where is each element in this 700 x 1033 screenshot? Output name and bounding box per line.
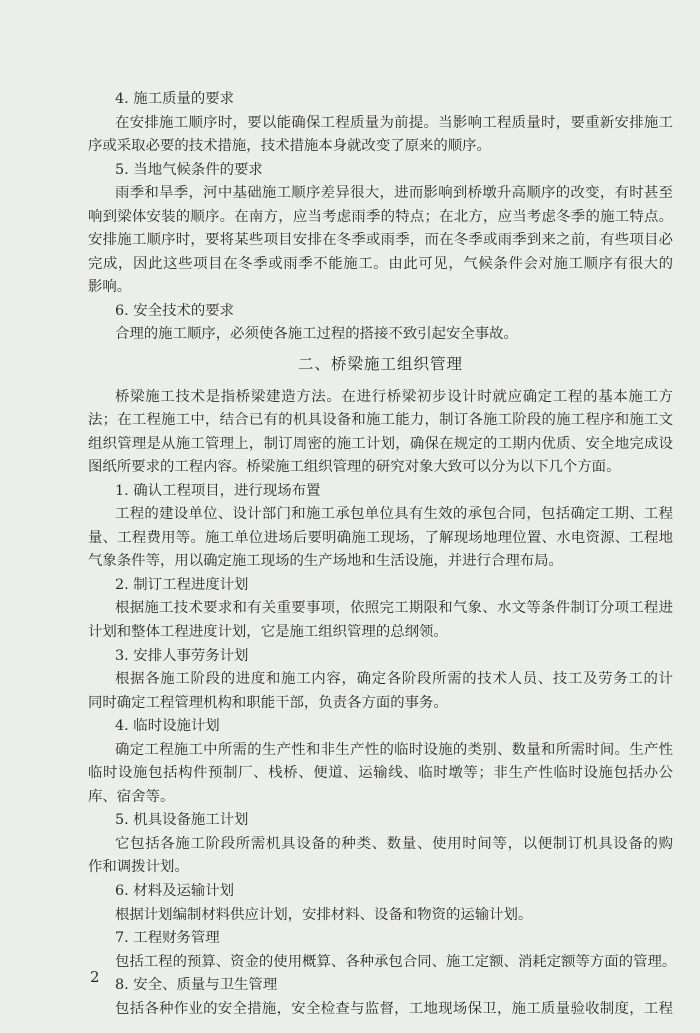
text-line: 根据计划编制材料供应计划，安排材料、设备和物资的运输计划。 [115, 906, 533, 923]
text-line: 法；在工程施工中，结合已有的机具设备和施工能力，制订各施工阶段的施工程序和施工文 [88, 412, 673, 429]
text-line: 6. 安全技术的要求 [115, 302, 235, 319]
text-line: 它包括各施工阶段所需机具设备的种类、数量、使用时间等，以便制订机具设备的购 [115, 835, 673, 852]
text-line: 计划和整体工程进度计划，它是施工组织管理的总纲领。 [88, 623, 448, 640]
text-line: 组织管理是从施工管理上，制订周密的施工计划，确保在规定的工期内优质、安全地完成设 [88, 435, 673, 452]
subheading [88, 88, 673, 112]
paragraph [88, 739, 673, 810]
paragraph [88, 597, 673, 644]
text-line: 工程的建设单位、设计部门和施工承包单位具有生效的承包合同，包括确定工期、工程 [115, 506, 673, 523]
text-line: 在安排施工顺序时，要以能确保工程质量为前提。当影响工程质量时，要重新安排施工 [115, 114, 673, 131]
paragraph [88, 998, 673, 1022]
subheading [88, 974, 673, 998]
subheading [88, 880, 673, 904]
paragraph [88, 503, 673, 574]
text-line: 序或采取必要的技术措施，技术措施本身就改变了原来的顺序。 [88, 138, 491, 155]
text-line: 量、工程费用等。施工单位进场后要明确施工现场，了解现场地理位置、水电资源、工程地 [88, 529, 673, 546]
text-line: 6. 材料及运输计划 [115, 883, 235, 899]
text-line: 包括各种作业的安全措施，安全检查与监督，工地现场保卫，施工质量验收制度，工程 [115, 1000, 673, 1017]
text-line: 桥梁施工技术是指桥梁建造方法。在进行桥梁初步设计时就应确定工程的基本施工方 [115, 388, 673, 405]
paragraph [88, 668, 673, 715]
text-line: 完成，因此这些项目在冬季或雨季不能施工。由此可见，气候条件会对施工顺序有很大的 [88, 255, 673, 272]
subheading [88, 927, 673, 951]
paragraph [88, 112, 673, 159]
subheading [88, 300, 673, 324]
paragraph [88, 323, 673, 347]
subheading [88, 574, 673, 598]
subheading [88, 159, 673, 183]
text-line: 同时确定工程管理机构和职能干部，负责各方面的事务。 [88, 694, 448, 711]
text-line: 根据施工技术要求和有关重要事项，依照完工期限和气象、水文等条件制订分项工程进 [115, 600, 673, 617]
paragraph [88, 904, 673, 928]
paragraph [88, 386, 673, 480]
paragraph [88, 182, 673, 300]
text-line: 图纸所要求的工程内容。桥梁施工组织管理的研究对象大致可以分为以下几个方面。 [88, 459, 621, 476]
text-line: 合理的施工顺序，必须使各施工过程的搭接不致引起安全事故。 [115, 326, 518, 343]
subheading [88, 809, 673, 833]
text-line: 8. 安全、质量与卫生管理 [115, 977, 278, 994]
text-line: 包括工程的预算、资金的使用概算、各种承包合同、施工定额、消耗定额等方面的管理。 [115, 953, 677, 970]
text-line: 根据各施工阶段的进度和施工内容，确定各阶段所需的技术人员、技工及劳务工的计 [115, 671, 673, 688]
text-line: 2. 制订工程进度计划 [115, 576, 249, 593]
text-line: 确定工程施工中所需的生产性和非生产性的临时设施的类别、数量和所需时间。生产性 [115, 741, 673, 758]
text-line: 雨季和旱季，河中基础施工顺序差异很大，进而影响到桥墩升高顺序的改变，有时甚至 [115, 185, 673, 202]
text-line: 4. 临时设施计划 [115, 718, 220, 735]
text-line: 库、宿舍等。 [88, 788, 175, 805]
section-title [88, 353, 673, 377]
page-body [88, 88, 677, 1021]
text-line: 作和调拨计划。 [88, 859, 189, 876]
text-line: 5. 当地气候条件的要求 [115, 161, 263, 178]
text-line: 安排施工顺序时，要将某些项目安排在冬季或雨季，而在冬季或雨季到来之前，有些项目必 [88, 232, 673, 249]
text-line: 7. 工程财务管理 [115, 930, 220, 947]
paragraph [88, 951, 677, 975]
paragraph [88, 833, 673, 880]
text-line: 1. 确认工程项目，进行现场布置 [115, 482, 321, 499]
text-line: 4. 施工质量的要求 [115, 91, 235, 107]
text-line: 响到梁体安装的顺序。在南方，应当考虑雨季的特点；在北方，应当考虑冬季的施工特点。 [88, 208, 673, 225]
subheading [88, 715, 673, 739]
page-number: 2 [90, 968, 100, 986]
subheading [88, 480, 673, 504]
text-line: 临时设施包括构件预制厂、栈桥、便道、运输线、临时墩等；非生产性临时设施包括办公 [88, 765, 673, 782]
text-line: 3. 安排人事劳务计划 [115, 647, 249, 664]
subheading [88, 645, 673, 669]
section-title-text: 二、桥梁施工组织管理 [297, 355, 463, 374]
text-line: 气象条件等，用以确定施工现场的生产场地和生活设施，并进行合理布局。 [88, 553, 563, 570]
text-line: 5. 机具设备施工计划 [115, 812, 249, 829]
text-line: 影响。 [88, 279, 132, 296]
